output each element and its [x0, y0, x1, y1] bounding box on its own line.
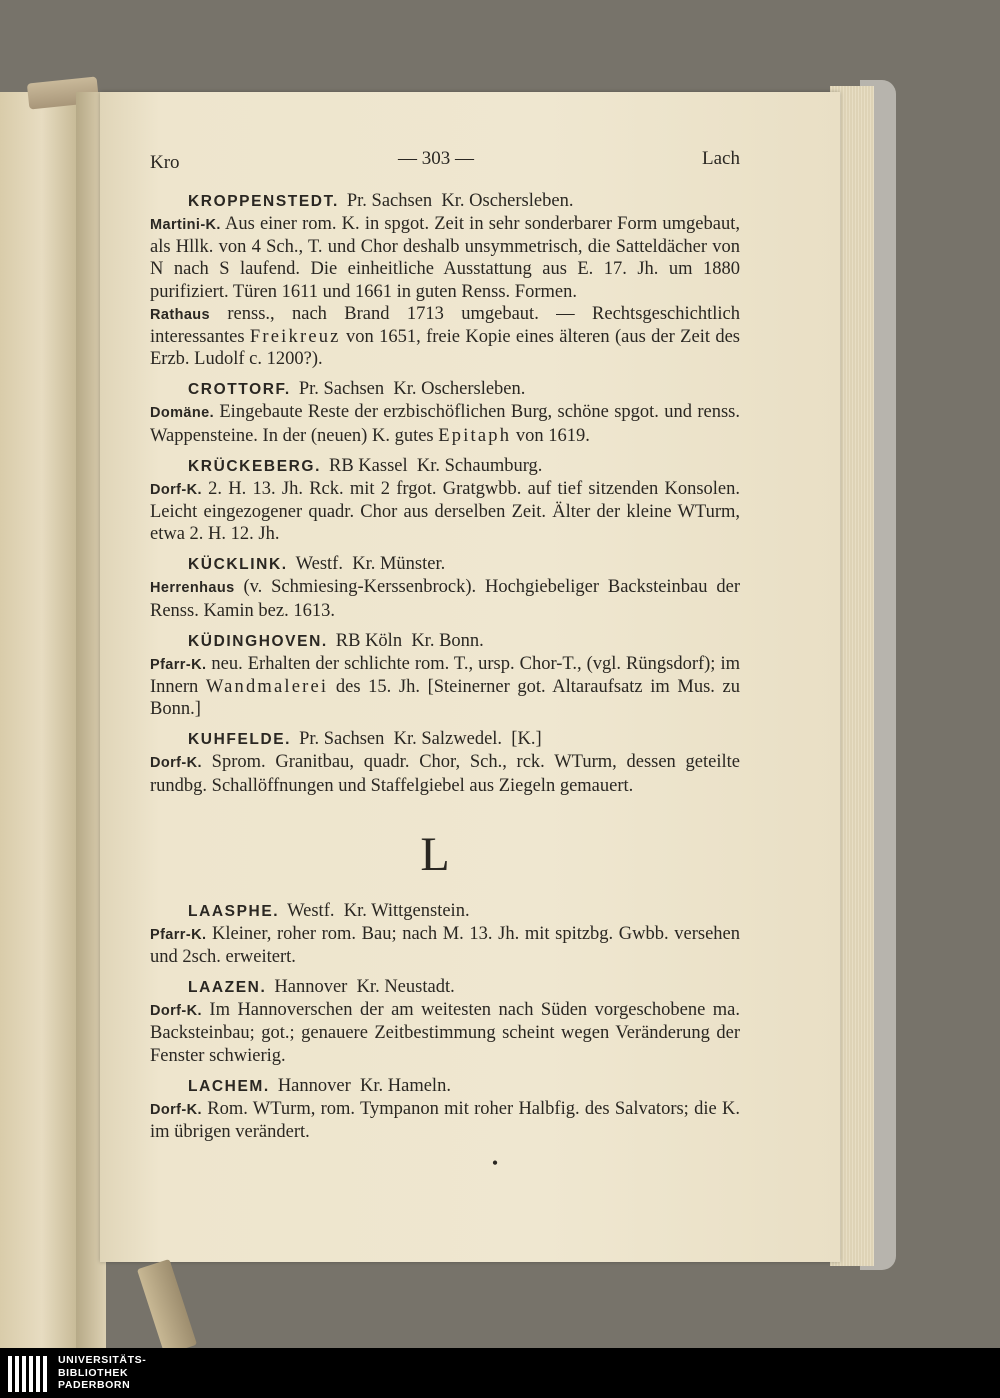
entry — [150, 728, 740, 796]
entry-heading — [188, 553, 740, 576]
place-name: KÜDINGHOVEN. — [188, 632, 328, 650]
description-text: von 1619. — [511, 425, 590, 446]
entry-body — [150, 751, 740, 796]
entry-heading — [188, 630, 740, 653]
description-text: Rom. WTurm, rom. Tympanon mit roher Halbfig. des Salvators; die K. im übrigen verändert. — [150, 1098, 740, 1143]
entry — [150, 455, 740, 546]
entry-heading — [188, 900, 740, 923]
entry-paragraph — [150, 653, 740, 721]
object-label: Dorf-K. — [150, 755, 202, 772]
object-label: Herrenhaus — [150, 580, 235, 597]
entry — [150, 553, 740, 621]
entry-heading — [188, 455, 740, 478]
running-head — [150, 148, 740, 182]
entry — [150, 1075, 740, 1143]
place-name: KROPPENSTEDT. — [188, 193, 339, 210]
description-text: Eingebaute Reste der erzbischöflichen Burg, schöne spgot. und renss. Wappensteine. In der (neuen) K. gutes — [150, 402, 740, 446]
entry-body — [150, 1098, 740, 1143]
place-region: Pr. Sachsen Kr. Salzwedel. [K.] — [299, 729, 542, 750]
entry-paragraph — [150, 751, 740, 796]
page-number: — 303 — — [398, 148, 474, 169]
entry-paragraph — [150, 999, 740, 1067]
object-label: Martini-K. — [150, 217, 221, 233]
object-label: Dorf-K. — [150, 1101, 202, 1118]
entry-body — [150, 653, 740, 721]
place-name: LAAZEN. — [188, 979, 267, 997]
entry-heading — [188, 378, 740, 401]
description-text: Aus einer rom. K. in spgot. Zeit in sehr sonderbarer Form umgebaut, als Hllk. von 4 Sch., T. und Chor deshalb unsymmetrisch, die Satteldächer von N nach S laufend. Die einheitliche Ausstattung aus E. 17. Jh. um 1880 purifiziert. Türen 1611 und 1661 in guten Renss. Formen. — [150, 214, 740, 302]
description-text: renss., nach Brand 1713 umgebaut. — Rechtsgeschichtlich interessantes — [150, 303, 740, 348]
logo-line: UNIVERSITÄTS- — [58, 1354, 147, 1366]
logo-line: PADERBORN — [58, 1379, 131, 1391]
library-logo-text — [58, 1354, 146, 1392]
place-region: RB Köln Kr. Bonn. — [335, 630, 484, 651]
page-content — [150, 148, 741, 1174]
entry-body — [150, 923, 740, 968]
entry-heading — [188, 728, 740, 751]
place-region: Westf. Kr. Wittgenstein. — [287, 900, 470, 921]
place-name: LACHEM. — [188, 1077, 270, 1095]
object-label: Dorf-K. — [150, 1003, 202, 1020]
description-text: 2. H. 13. Jh. Rck. mit 2 frgot. Gratgwbb. auf tief sitzenden Konsolen. Leicht eingezogener quadr. Chor aus derselben Zeit. Älter der kleine WTurm, etwa 2. H. 12. Jh. — [150, 478, 740, 545]
running-head-right: Lach — [702, 148, 740, 169]
description-text: neu. Erhalten der schlichte rom. T., ursp. Chor-T., (vgl. Rüngsdorf); im Innern — [150, 653, 740, 698]
place-region: Pr. Sachsen Kr. Oschersleben. — [346, 191, 574, 211]
entry-heading — [188, 976, 740, 999]
library-footer — [0, 1348, 1000, 1398]
description-text: Sprom. Granitbau, quadr. Chor, Sch., rck. WTurm, dessen geteilte rundbg. Schallöffnungen und Staffelgiebel aus Ziegeln gemauert. — [150, 752, 740, 796]
place-region: RB Kassel Kr. Schaumburg. — [329, 455, 543, 476]
running-head-left: Kro — [150, 152, 180, 173]
entry-paragraph — [150, 401, 740, 446]
object-label: Pfarr-K. — [150, 656, 207, 673]
entry — [150, 900, 740, 968]
description-text: Kleiner, roher rom. Bau; nach M. 13. Jh. mit spitzbg. Gwbb. versehen und 2sch. erweitert. — [150, 923, 740, 968]
spaced-term: Freikreuz — [249, 327, 341, 348]
entries-section-l — [150, 900, 740, 1143]
description-text: (v. Schmiesing-Kerssenbrock). Hochgiebeliger Backsteinbau der Renss. Kamin bez. 1613. — [150, 577, 740, 621]
place-region: Hannover Kr. Hameln. — [277, 1075, 451, 1096]
place-name: KÜCKLINK. — [188, 556, 288, 574]
entry — [150, 190, 740, 370]
entry-paragraph — [150, 1098, 740, 1143]
end-mark: • — [491, 1153, 499, 1174]
description-text: von 1651, freie Kopie eines älteren (aus der Zeit des Erzb. Ludolf c. 1200?). — [150, 327, 741, 370]
entry-heading — [188, 1075, 740, 1098]
object-label: Pfarr-K. — [150, 926, 207, 943]
entry-paragraph — [150, 923, 740, 968]
object-label: Rathaus — [150, 306, 211, 323]
place-name: CROTTORF. — [188, 381, 291, 399]
entry-paragraph — [150, 576, 740, 621]
entry — [150, 976, 740, 1067]
logo-line: BIBLIOTHEK — [58, 1366, 129, 1379]
section-letter: L — [420, 827, 450, 881]
entry — [150, 630, 740, 721]
description-text: Im Hannoverschen der am weitesten nach Süden vorgeschobene ma. Backsteinbau; got.; genauere Zeitbestimmung scheint wegen Veränderung der Fenster schwierig. — [150, 1000, 740, 1066]
library-logo-icon — [8, 1356, 50, 1392]
entry-body — [150, 576, 740, 621]
spaced-term: Wandmalerei — [205, 677, 329, 698]
left-page — [0, 92, 76, 1348]
object-label: Domäne. — [150, 405, 215, 422]
entry-paragraph — [150, 478, 740, 546]
entry-body — [150, 401, 740, 446]
entry-body — [150, 213, 740, 370]
place-region: Westf. Kr. Münster. — [295, 554, 446, 575]
place-name: KUHFELDE. — [188, 731, 292, 749]
entries-section-k — [150, 190, 740, 797]
place-region: Hannover Kr. Neustadt. — [274, 977, 455, 998]
entry — [150, 378, 740, 446]
place-name: LAASPHE. — [188, 902, 280, 920]
description-text: des 15. Jh. [Steinerner got. Altaraufsatz im Mus. zu Bonn.] — [150, 677, 740, 720]
place-region: Pr. Sachsen Kr. Oschersleben. — [298, 379, 526, 400]
entry-body — [150, 478, 740, 546]
place-name: KRÜCKEBERG. — [188, 457, 321, 475]
entry-body — [150, 999, 740, 1067]
entry-paragraph — [150, 303, 740, 371]
bookmark-ribbon-bottom — [137, 1259, 197, 1348]
entry-heading — [188, 190, 740, 213]
entry-paragraph — [150, 213, 740, 303]
object-label: Dorf-K. — [150, 481, 202, 498]
spaced-term: Epitaph — [438, 425, 512, 446]
